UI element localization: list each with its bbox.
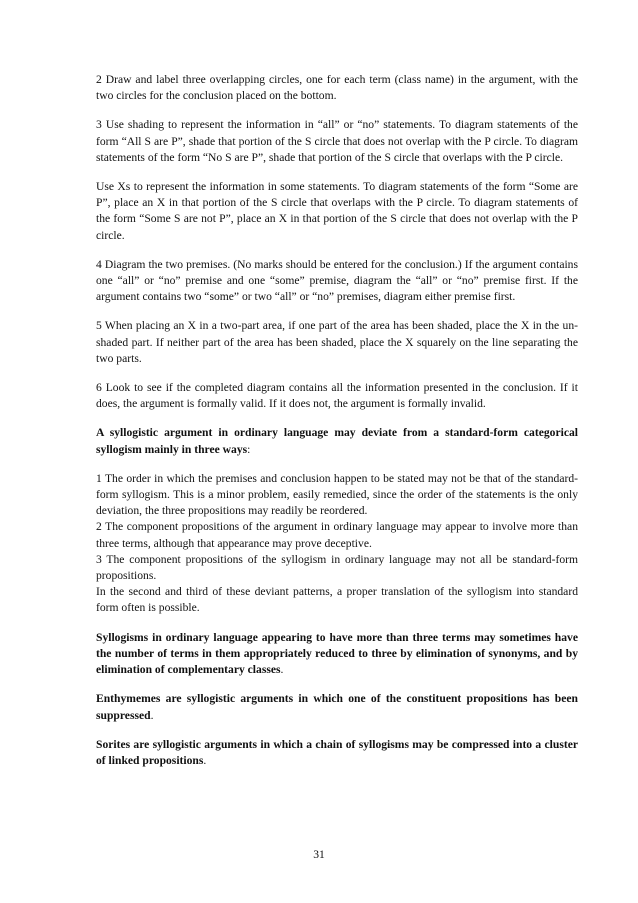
deviation-closing: In the second and third of these deviant patterns, a proper translation of the syllogism into standard form often is possible. <box>96 585 578 615</box>
summary-sorites-bold: Sorites are syllogistic arguments in which a chain of syllogisms may be compressed into a cluster of linked propositions <box>96 737 578 767</box>
deviation-item-2: 2 The component propositions of the argument in ordinary language may appear to involve more than three terms, although that appearance may prove deceptive. <box>96 520 578 550</box>
deviation-item-3: 3 The component propositions of the syllogism in ordinary language may not all be standard-form propositions. <box>96 552 578 583</box>
step-6-paragraph: 6 Look to see if the completed diagram contains all the information presented in the conclusion. If it does, the argument is formally valid. If it does not, the argument is formally invalid. <box>96 381 578 411</box>
deviation-heading <box>96 425 578 457</box>
deviation-heading-bold: A syllogistic argument in ordinary language may deviate from a standard-form categorical syllogism mainly in three ways <box>96 426 578 456</box>
step-2-paragraph: 2 Draw and label three overlapping circles, one for each term (class name) in the argument, with the two circles for the conclusion placed on the bottom. <box>96 73 578 103</box>
step-4-paragraph: 4 Diagram the two premises. (No marks should be entered for the conclusion.) If the argument contains one “all” or “no” premise and one “some” premise, diagram the “all” or “no” premise first. If the argument contains two “some” or two “all” or “no” premises, diagram either premise first. <box>96 257 578 304</box>
summary-enthymemes-bold: Enthymemes are syllogistic arguments in which one of the constituent propositions has been suppressed <box>96 692 578 722</box>
summary-sorites-tail: . <box>203 753 207 767</box>
summary-terms-tail: . <box>280 663 284 677</box>
summary-terms <box>96 630 578 679</box>
summary-enthymemes <box>96 691 578 723</box>
deviation-item-1: 1 The order in which the premises and conclusion happen to be stated may not be that of the standard-form syllogism. This is a minor problem, easily remedied, since the order of the statements is the only deviation, the three propositions may readily be reordered. <box>96 471 578 518</box>
step-5-paragraph: 5 When placing an X in a two-part area, if one part of the area has been shaded, place the X in the un-shaded part. If neither part of the area has been shaded, place the X squarely on the line separating the two parts. <box>96 319 578 365</box>
xs-paragraph: Use Xs to represent the information in some statements. To diagram statements of the form “Some are P”, place an X in that portion of the S circle that overlaps with the P circle. To diagram statements of the form “Some S are not P”, place an X in that portion of the S circle that does not overlap with the P circle. <box>96 180 578 242</box>
summary-enthymemes-tail: . <box>150 708 154 722</box>
page-body <box>96 72 578 782</box>
deviation-heading-tail: : <box>247 442 251 456</box>
summary-terms-bold: Syllogisms in ordinary language appearing to have more than three terms may sometimes have the number of terms in them appropriately reduced to three by elimination of synonyms, and by elimination of complementary classes <box>96 630 578 677</box>
step-3-paragraph: 3 Use shading to represent the information in “all” or “no” statements. To diagram statements of the form “All S are P”, shade that portion of the S circle that does not overlap with the P circle. To diagram statements of the form “No S are P”, shade that portion of the S circle that overlaps with the P circle. <box>96 118 578 164</box>
summary-sorites <box>96 737 578 769</box>
page-number: 31 <box>313 848 325 861</box>
